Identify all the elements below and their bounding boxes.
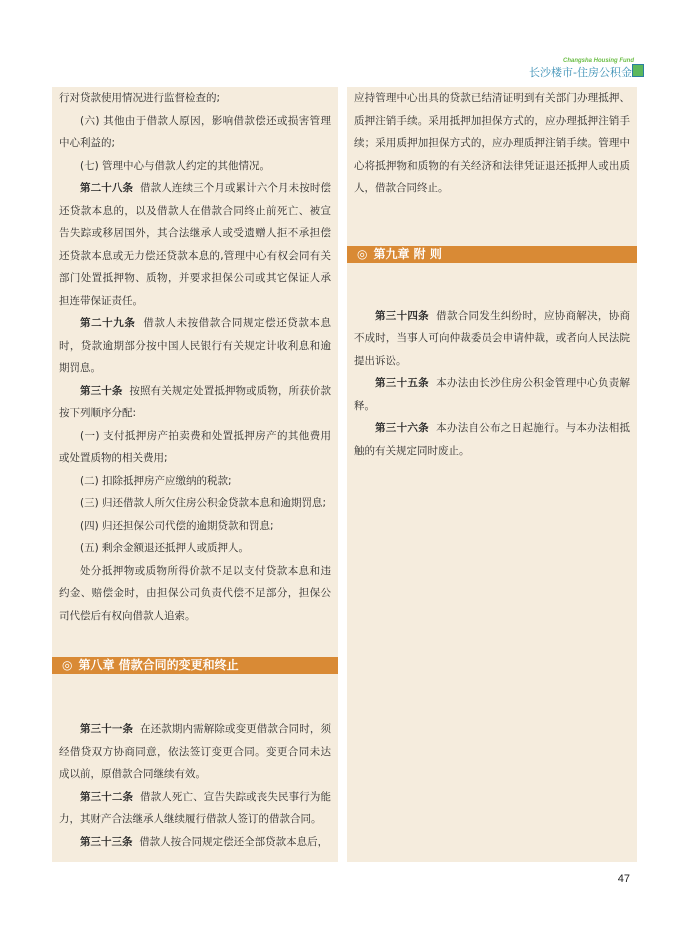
paragraph: (七) 管理中心与借款人约定的其他情况。 [80, 159, 271, 172]
header-logo-title: 长沙楼市-住房公积金 [529, 66, 632, 79]
paragraph: (六) 其他由于借款人原因，影响借款偿还或损害管理中心利益的; [59, 114, 331, 149]
article-36 [354, 417, 630, 462]
paragraph: 应持管理中心出具的贷款已结清证明到有关部门办理抵押、质押注销手续。采用抵押加担保方式的，应办理抵押注销手续；采用质押加担保方式的，应办理质押注销手续。管理中心将抵押物和质物的有关经济和法律凭证退还抵押人或出质人，借款合同终止。 [354, 92, 630, 194]
article-33 [59, 831, 331, 854]
article-text: 借款人连续三个月或累计六个月未按时偿还贷款本息的，以及借款人在借款合同终止前死亡、被宣告失踪或移居国外，其合法继承人或受遗赠人拒不承担偿还贷款本息或无力偿还贷款本息的,管理中心有权会同有关部门处置抵押物、质物，并要求担保公司或其它保证人承担连带保证责任。 [59, 182, 332, 307]
article-number: 第三十四条 [375, 309, 429, 322]
left-column [52, 87, 338, 862]
chapter-heading [52, 657, 338, 674]
chapter-bullet-icon: ◎ [62, 658, 73, 672]
article-text: 本办法由长沙住房公积金管理中心负责解释。 [354, 377, 630, 412]
article-text: 借款人未按借款合同规定偿还贷款本息时，贷款逾期部分按中国人民银行有关规定计收利息和逾期罚息。 [59, 317, 332, 374]
article-30 [59, 380, 331, 425]
chapter-bullet-icon: ◎ [357, 246, 368, 261]
article-28 [59, 177, 331, 312]
paragraph: 处分抵押物或质物所得价款不足以支付贷款本息和违约金、赔偿金时，由担保公司负责代偿不足部分，担保公司代偿后有权向借款人追索。 [59, 564, 331, 622]
paragraph: (四) 归还担保公司代偿的逾期贷款和罚息; [80, 519, 274, 532]
page-number: 47 [617, 873, 630, 885]
paragraph: (二) 扣除抵押房产应缴纳的税款; [80, 474, 232, 487]
article-number: 第三十二条 [80, 790, 134, 803]
article-number: 第三十条 [80, 384, 123, 397]
article-number: 第二十八条 [80, 182, 134, 194]
article-text: 借款人死亡、宣告失踪或丧失民事行为能力，其财产合法继承人继续履行借款人签订的借款合同。 [59, 790, 332, 825]
article-number: 第二十九条 [80, 317, 136, 329]
right-column [347, 87, 637, 862]
article-number: 第三十一条 [80, 723, 134, 735]
article-text: 本办法自公布之日起施行。与本办法相抵触的有关规定同时废止。 [354, 422, 630, 457]
paragraph: 行对贷款使用情况进行监督检查的; [59, 92, 221, 104]
paragraph: (一) 支付抵押房产拍卖费和处置抵押房产的其他费用或处置质物的相关费用; [59, 429, 331, 464]
article-text: 借款合同发生纠纷时，应协商解决，协商不成时，当事人可向仲裁委员会申请仲裁，或者向人民法院提出诉讼。 [354, 309, 630, 367]
paragraph: (五) 剩余金额退还抵押人或质押人。 [80, 542, 250, 554]
article-text: 在还款期内需解除或变更借款合同时，须经借贷双方协商同意，依法签订变更合同。变更合同未达成以前，原借款合同继续有效。 [59, 723, 332, 780]
article-29 [59, 312, 331, 380]
article-32 [59, 786, 331, 831]
chapter-title: 第八章 借款合同的变更和终止 [78, 658, 239, 672]
chapter-heading [347, 246, 637, 263]
article-34 [354, 305, 630, 373]
article-text: 借款人按合同规定偿还全部贷款本息后， [139, 835, 329, 848]
article-31 [59, 718, 331, 786]
article-number: 第三十六条 [375, 422, 429, 434]
article-35 [354, 372, 630, 417]
article-number: 第三十五条 [375, 377, 429, 389]
article-number: 第三十三条 [80, 835, 133, 848]
chapter-title: 第九章 附 则 [373, 246, 442, 261]
header-logo-icon [632, 64, 644, 77]
article-text: 按照有关规定处置抵押物或质物，所获价款按下列顺序分配: [59, 384, 331, 419]
paragraph: (三) 归还借款人所欠住房公积金贷款本息和逾期罚息; [80, 497, 327, 509]
header-logo-tagline: Changsha Housing Fund [563, 58, 634, 64]
